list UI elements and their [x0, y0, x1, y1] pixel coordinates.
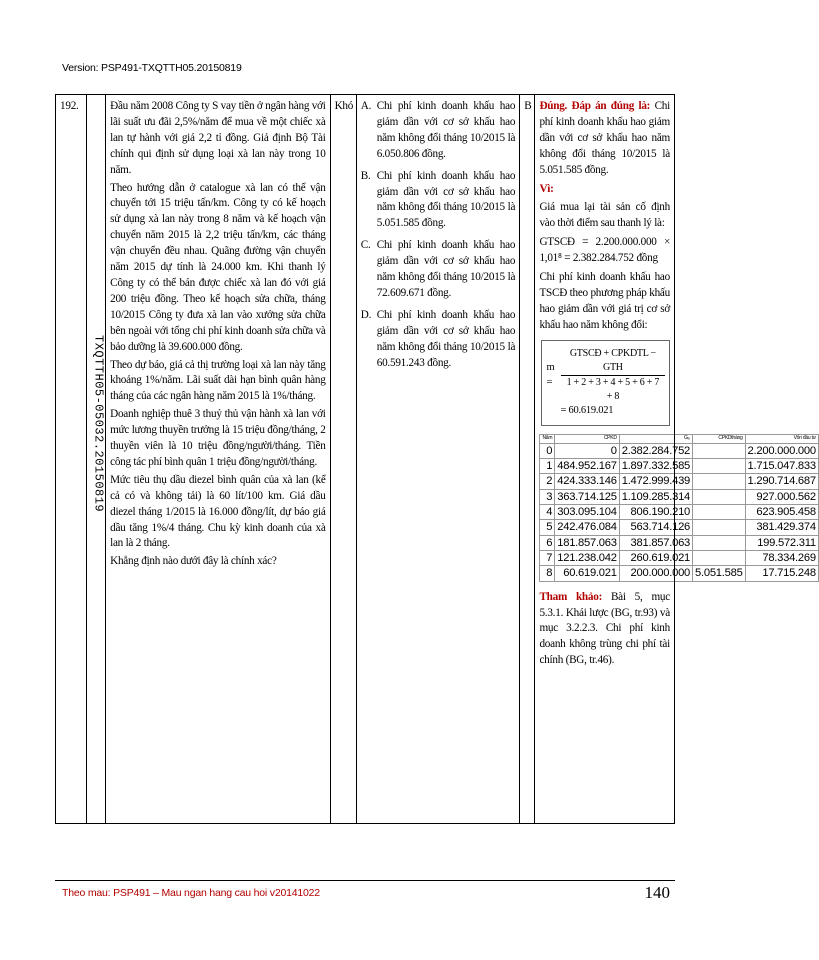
table-cell: 121.238.042: [555, 551, 619, 566]
explanation-paragraph: GTSCĐ = 2.200.000.000 × 1,01⁸ = 2.382.284.752 đồng: [539, 236, 670, 265]
option-text: Chi phí kinh doanh khấu hao giảm dần với cơ sở khấu hao năm không đổi tháng 10/2015 là 6.050.806 đồng.: [376, 100, 516, 160]
table-cell: 381.429.374: [745, 520, 818, 535]
table-cell: 1.472.999.439: [619, 474, 692, 489]
explanation-paragraph: Giá mua lại tài sản cố định vào thời điểm sau thanh lý là:: [539, 201, 670, 230]
table-row: [540, 489, 818, 504]
option-label: C.: [360, 239, 371, 252]
table-header-cell: Gᵢ₀: [619, 435, 692, 444]
table-header-cell: CPKDtháng: [693, 435, 746, 444]
reference-text: Bài 5, mục 5.3.1. Khái lược (BG, tr.93) và mục 3.2.2.3. Chi phí kinh doanh không trùng chi phí tài chính (BG, tr.46).: [539, 590, 670, 667]
table-cell: 4: [540, 505, 555, 520]
question-code-cell: [86, 95, 106, 824]
table-cell: [693, 489, 746, 504]
version-header: Version: PSP491-TXQTTH05.20150819: [62, 62, 242, 74]
formula-numerator: GTSCĐ + CPKDTL − GTH: [561, 347, 665, 376]
table-row: [540, 535, 818, 550]
table-cell: 0: [555, 443, 619, 458]
table-cell: 806.190.210: [619, 505, 692, 520]
table-cell: 363.714.125: [555, 489, 619, 504]
formula-box: [541, 340, 670, 427]
table-header-row: [540, 435, 818, 444]
table-cell: 1.290.714.687: [745, 474, 818, 489]
formula: [546, 347, 665, 405]
formula-denominator: 1 + 2 + 3 + 4 + 5 + 6 + 7 + 8: [566, 377, 660, 403]
correct-prefix: Đúng. Đáp án đúng là:: [539, 100, 651, 112]
option-text: Chi phí kinh doanh khấu hao giảm dần với cơ sở khấu hao năm không đổi tháng 10/2015 là 60.591.243 đồng.: [376, 308, 516, 369]
table-cell: 8: [540, 566, 555, 581]
table-cell: 1: [540, 459, 555, 474]
why-label: Vì:: [539, 182, 554, 195]
question-paragraph: Mức tiêu thụ dầu diezel bình quân của xà lan (kể cả có và không tải) là 60 lít/100 km. Giá dầu diezel tháng 1/2015 là 16.000 đồng/lít, dự báo giá dầu tăng 1%/4 tháng. Chu kỳ kinh doanh của xà lan là 2 tháng.: [110, 473, 326, 550]
table-cell: 242.476.084: [555, 520, 619, 535]
table-cell: 303.095.104: [555, 505, 619, 520]
table-row: [540, 566, 818, 581]
table-cell: 7: [540, 551, 555, 566]
option-text: Chi phí kinh doanh khấu hao giảm dần với cơ sở khấu hao năm không đổi tháng 10/2015 là 72.609.671 đồng.: [376, 239, 516, 299]
table-cell: 2: [540, 474, 555, 489]
option-label: D.: [360, 308, 372, 321]
table-header-cell: Vốn đầu tư: [745, 435, 818, 444]
formula-result: = 60.619.021: [560, 405, 614, 417]
explanation-cell: [535, 95, 816, 824]
option-c: [361, 238, 515, 302]
table-row: [540, 505, 818, 520]
options-cell: [356, 95, 519, 824]
table-cell: 381.857.063: [619, 535, 692, 550]
table-cell: [693, 551, 746, 566]
question-body: [106, 95, 330, 824]
table-cell: 1.897.332.585: [619, 459, 692, 474]
table-cell: 2.200.000.000: [745, 443, 818, 458]
table-cell: 0: [540, 443, 555, 458]
answer-key: B: [520, 95, 535, 824]
table-cell: 60.619.021: [555, 566, 619, 581]
table-row: [540, 443, 818, 458]
question-row: [56, 95, 675, 824]
table-cell: [693, 459, 746, 474]
reference: [539, 590, 670, 670]
table-cell: 927.000.562: [745, 489, 818, 504]
table-cell: 78.334.269: [745, 551, 818, 566]
table-cell: 5: [540, 520, 555, 535]
difficulty-level: Khó: [330, 95, 356, 824]
table-cell: 181.857.063: [555, 535, 619, 550]
table-cell: 260.619.021: [619, 551, 692, 566]
question-paragraph: Theo hướng dẫn ở catalogue xà lan có thể vận chuyển tới 15 triệu tấn/km. Công ty có kế hoạch sử dụng xà lan này trong 8 năm và kế hoạch vận chuyển năm 2015 là 2,2 triệu tấn/km, các tháng vận chuyển đều nhau. Quãng đường vận chuyển năm 2015 dự tính là 24.000 km. Khi thanh lý Công ty có thể bán được chiếc xà lan đó với giá 200 triệu đồng. Theo kế hoạch sửa chữa, tháng 10/2015 Công ty đưa xà lan vào xưởng sửa chữa bên ngoài với tổng chi phí kinh doanh sửa chữa và bảo dưỡng là 39.600.000 đồng.: [110, 181, 326, 353]
question-paragraph: Doanh nghiệp thuê 3 thuỷ thủ vận hành xà lan với mức lương thuyền trưởng là 15 triệu đồng/tháng, 2 thuyền viên là 10 triệu đồng/người/tháng. Tiền công tác phí bình quân 1 triệu đồng/người/tháng.: [110, 408, 326, 468]
table-cell: 563.714.126: [619, 520, 692, 535]
table-row: [540, 459, 818, 474]
table-header-cell: CPKD: [555, 435, 619, 444]
footer-text: Theo mau: PSP491 – Mau ngan hang cau hoi v20141022: [62, 887, 320, 899]
correct-text: Chi phí kinh doanh khấu hao giảm dần với cơ sở khấu hao năm không đổi tháng 10/2015 là 5.051.585 đồng.: [539, 100, 671, 176]
question-table: [55, 94, 816, 824]
table-row: [540, 520, 818, 535]
table-cell: [693, 520, 746, 535]
formula-lhs: m =: [546, 361, 555, 388]
table-row: [540, 474, 818, 489]
question-prompt: Khẳng định nào dưới đây là chính xác?: [110, 555, 277, 568]
option-a: [361, 99, 515, 163]
table-cell: 2.382.284.752: [619, 443, 692, 458]
correct-answer-statement: [539, 99, 670, 179]
reference-label: Tham khảo:: [539, 590, 603, 603]
question-number: 192.: [56, 95, 87, 824]
page-number: 140: [644, 883, 670, 902]
table-cell: 1.715.047.833: [745, 459, 818, 474]
option-label: B.: [360, 169, 371, 182]
table-cell: 5.051.585: [693, 566, 746, 581]
table-cell: 199.572.311: [745, 535, 818, 550]
table-cell: [693, 474, 746, 489]
table-cell: 3: [540, 489, 555, 504]
option-label: A.: [360, 100, 372, 112]
question-paragraph: Đầu năm 2008 Công ty S vay tiền ở ngân hàng với lãi suất ưu đãi 2,5%/năm để mua về một chiếc xà lan tự hành với giá 2,2 tỉ đồng. Giả định Bộ Tài chính qui định sử dụng loại xà lan này trong 10 năm.: [110, 100, 326, 176]
table-cell: [693, 505, 746, 520]
option-text: Chi phí kinh doanh khấu hao giảm dần với cơ sở khấu hao năm không đổi tháng 10/2015 là 5.051.585 đồng.: [376, 169, 516, 230]
table-cell: 6: [540, 535, 555, 550]
depreciation-table: [539, 434, 818, 581]
question-paragraph: Theo dự báo, giá cả thị trường loại xà lan này tăng khoảng 1%/năm. Lãi suất dài hạn bình quân hàng tháng của các ngân hàng năm 2015 là 1%/tháng.: [110, 358, 326, 403]
table-header-cell: Năm: [540, 435, 555, 444]
explanation-paragraph: Chi phí kinh doanh khấu hao TSCĐ theo phương pháp khấu hao giảm dần với giá trị cơ sở khấu hao năm không đổi:: [539, 271, 670, 331]
question-code: TXQTTH05-05032.20150819: [91, 335, 106, 513]
footer-divider: [55, 880, 675, 881]
table-cell: [693, 535, 746, 550]
option-d: [361, 308, 515, 372]
table-cell: 484.952.167: [555, 459, 619, 474]
table-cell: 424.333.146: [555, 474, 619, 489]
table-cell: 1.109.285.314: [619, 489, 692, 504]
table-row: [540, 551, 818, 566]
table-cell: 17.715.248: [745, 566, 818, 581]
table-cell: 200.000.000: [619, 566, 692, 581]
table-cell: [693, 443, 746, 458]
table-cell: 623.905.458: [745, 505, 818, 520]
option-b: [361, 169, 515, 233]
